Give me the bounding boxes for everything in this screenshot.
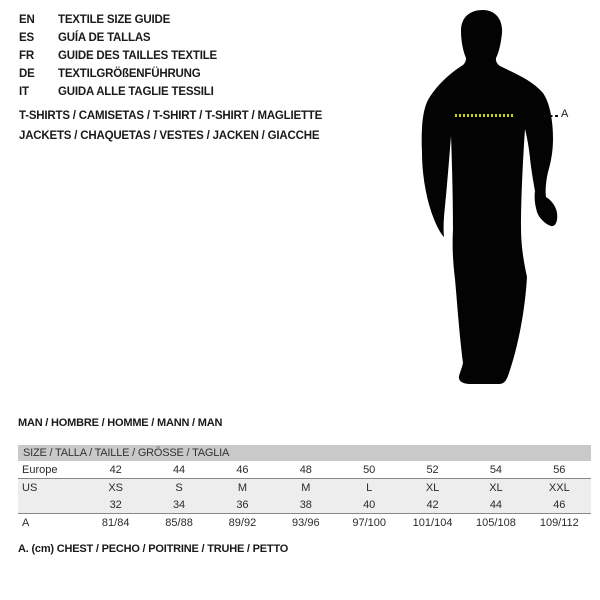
size-cell: 81/84 <box>101 516 130 529</box>
lang-label: GUIDA ALLE TAGLIE TESSILI <box>58 86 214 98</box>
size-cell: XXL <box>528 479 591 497</box>
size-cell: 44 <box>147 461 210 479</box>
man-silhouette-path <box>422 10 558 384</box>
row-label: US <box>18 479 84 497</box>
lang-row-it <box>19 83 217 101</box>
size-table <box>18 445 591 531</box>
size-cell: 85/88 <box>165 516 193 529</box>
row-label: A <box>22 516 30 529</box>
row-label: Europe <box>18 461 84 479</box>
size-cell: M <box>274 479 337 497</box>
lang-code: FR <box>19 50 34 62</box>
size-cell: 42 <box>84 461 147 479</box>
table-row-us <box>18 479 591 497</box>
lang-label: GUIDE DES TAILLES TEXTILE <box>58 50 217 62</box>
size-cell: 44 <box>464 496 527 514</box>
size-cell: 36 <box>211 496 274 514</box>
lang-label: GUÍA DE TALLAS <box>58 32 151 44</box>
measure-footnote: A. (cm) CHEST / PECHO / POITRINE / TRUHE / PETTO <box>18 543 289 555</box>
row-label <box>18 496 84 514</box>
language-list <box>19 11 217 101</box>
size-cell: 34 <box>147 496 210 514</box>
size-table-header-row <box>18 445 591 461</box>
table-row-europe <box>18 461 591 479</box>
size-cell: 52 <box>401 461 464 479</box>
lang-label: TEXTILE SIZE GUIDE <box>58 14 171 26</box>
chest-measure-line <box>455 114 515 117</box>
size-cell: 42 <box>401 496 464 514</box>
lang-row-en <box>19 11 217 29</box>
lang-code: DE <box>19 68 35 80</box>
lang-code: EN <box>19 14 35 26</box>
lang-row-es <box>19 29 217 47</box>
lang-code: IT <box>19 86 29 98</box>
lang-row-de <box>19 65 217 83</box>
size-cell: L <box>338 479 401 497</box>
size-cell: 50 <box>338 461 401 479</box>
size-cell: 105/108 <box>476 516 516 529</box>
lang-row-fr <box>19 47 217 65</box>
size-cell: 32 <box>84 496 147 514</box>
size-cell: 89/92 <box>228 516 257 529</box>
size-table-header: SIZE / TALLA / TAILLE / GRÖSSE / TAGLIA <box>18 445 591 461</box>
size-cell: 93/96 <box>292 516 320 529</box>
garment-line-jackets: JACKETS / CHAQUETAS / VESTES / JACKEN / GIACCHE <box>19 130 320 142</box>
size-cell: 46 <box>528 496 591 514</box>
size-cell: 48 <box>274 461 337 479</box>
lang-code: ES <box>19 32 34 44</box>
size-cell: 101/104 <box>412 516 453 529</box>
lang-label: TEXTILGRÖßENFÜHRUNG <box>58 68 201 80</box>
size-cell: XL <box>464 479 527 497</box>
size-cell: M <box>211 479 274 497</box>
size-cell: 38 <box>274 496 337 514</box>
size-cell: 40 <box>338 496 401 514</box>
size-cell: 46 <box>211 461 274 479</box>
table-row-chest-a <box>18 514 591 532</box>
size-cell: 56 <box>528 461 591 479</box>
size-cell: 54 <box>464 461 527 479</box>
size-cell: 109/112 <box>539 516 579 529</box>
measure-leader-dashes <box>544 115 559 117</box>
size-cell: XS <box>84 479 147 497</box>
size-cell: XL <box>401 479 464 497</box>
garment-line-tshirts: T-SHIRTS / CAMISETAS / T-SHIRT / T-SHIRT / MAGLIETTE <box>19 110 323 122</box>
table-row-alt-sizes <box>18 496 591 514</box>
section-title-man: MAN / HOMBRE / HOMME / MANN / MAN <box>18 417 223 429</box>
size-cell: 97/100 <box>352 516 387 529</box>
garment-category-heading <box>19 106 322 146</box>
size-cell: S <box>147 479 210 497</box>
measure-label-a: A <box>561 108 569 120</box>
